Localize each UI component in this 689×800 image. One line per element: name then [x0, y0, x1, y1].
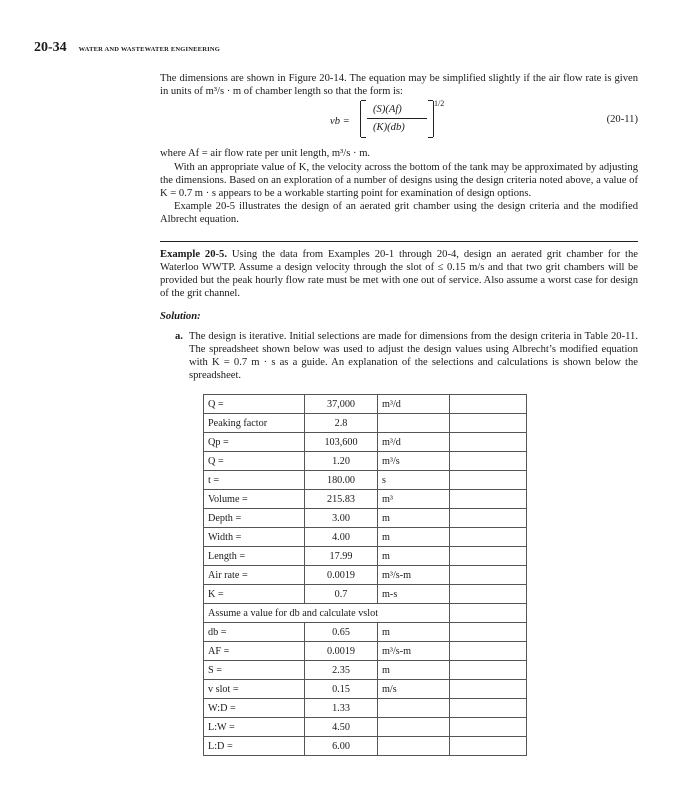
page-header — [34, 40, 220, 56]
table-cell-label: Depth = — [204, 509, 305, 528]
table-cell-value: 215.83 — [305, 490, 378, 509]
table-cell-unit: m — [378, 623, 450, 642]
table-cell-label: Volume = — [204, 490, 305, 509]
intro-paragraph: The dimensions are shown in Figure 20-14. The equation may be simplified slightly if the air flow rate is given in units of m³/s · m of chamber length so that the form is: — [160, 73, 638, 98]
table-cell-blank — [450, 452, 527, 471]
table-cell-value: 0.15 — [305, 680, 378, 699]
table-cell-unit: s — [378, 471, 450, 490]
table-row — [204, 642, 527, 661]
equation-20-11 — [160, 101, 638, 145]
table-row — [204, 661, 527, 680]
table-cell-blank — [450, 718, 527, 737]
table-cell-unit — [378, 737, 450, 756]
table-cell-blank — [450, 528, 527, 547]
table-cell-value: 4.00 — [305, 528, 378, 547]
table-cell-label: Qp = — [204, 433, 305, 452]
table-cell-blank — [450, 471, 527, 490]
example-title: Example 20-5. — [160, 248, 227, 260]
table-row — [204, 680, 527, 699]
table-cell-unit: m³/d — [378, 433, 450, 452]
table-cell-label: Peaking factor — [204, 414, 305, 433]
table-cell-label: S = — [204, 661, 305, 680]
table-cell-label: v slot = — [204, 680, 305, 699]
example-divider — [160, 241, 638, 242]
table-cell-label: Width = — [204, 528, 305, 547]
table-cell-value: 0.65 — [305, 623, 378, 642]
table-cell-unit — [378, 414, 450, 433]
table-row — [204, 699, 527, 718]
table-cell-value: 4.50 — [305, 718, 378, 737]
table-row — [204, 585, 527, 604]
table-row — [204, 471, 527, 490]
assume-note: Assume a value for db and calculate vslot — [204, 604, 450, 623]
table-cell-unit: m — [378, 509, 450, 528]
table-cell-unit: m³/s-m — [378, 642, 450, 661]
table-cell-unit: m-s — [378, 585, 450, 604]
table-cell-value: 2.35 — [305, 661, 378, 680]
table-cell-blank — [450, 414, 527, 433]
table-cell-unit: m³/d — [378, 395, 450, 414]
table-cell-label: db = — [204, 623, 305, 642]
table-cell-unit: m³ — [378, 490, 450, 509]
table-cell-blank — [450, 566, 527, 585]
table-cell-label: Length = — [204, 547, 305, 566]
example-text: Using the data from Examples 20-1 through 20-4, design an aerated grit chamber for the Waterloo WWTP. Assume a design velocity through the slot of ≤ 0.15 m/s and that two grit chambers will be provided but the peak hourly flow rate must be met with one out of service. Also assume a worst case for design of the grit channel. — [160, 248, 638, 300]
table-cell-value: 0.0019 — [305, 642, 378, 661]
equation-exponent: 1/2 — [434, 99, 445, 109]
fraction-bar — [367, 118, 427, 119]
table-cell-value: 1.33 — [305, 699, 378, 718]
equation-numerator: (S)(Af) — [373, 104, 402, 116]
where-clause: where Af = air flow rate per unit length, m³/s · m. — [160, 148, 371, 160]
equation-lhs: vb = — [330, 116, 350, 128]
table-cell-blank — [450, 585, 527, 604]
table-cell-value: 1.20 — [305, 452, 378, 471]
table-cell-unit: m³/s — [378, 452, 450, 471]
table-cell-unit: m³/s-m — [378, 566, 450, 585]
table-row — [204, 490, 527, 509]
table-cell-label: Air rate = — [204, 566, 305, 585]
spreadsheet-table — [203, 394, 527, 756]
table-cell-blank — [450, 680, 527, 699]
table-cell-value: 0.0019 — [305, 566, 378, 585]
table-row — [204, 528, 527, 547]
equation-denominator: (K)(db) — [373, 122, 405, 134]
table-cell-value: 37,000 — [305, 395, 378, 414]
table-cell-value: 17.99 — [305, 547, 378, 566]
table-cell-value: 6.00 — [305, 737, 378, 756]
table-cell-unit: m — [378, 528, 450, 547]
table-cell-blank — [450, 509, 527, 528]
table-cell-blank — [450, 623, 527, 642]
page-number: 20-34 — [34, 40, 67, 55]
example-paragraph — [160, 248, 638, 301]
table-row — [204, 452, 527, 471]
table-row — [204, 623, 527, 642]
table-cell-blank — [450, 699, 527, 718]
table-cell-label: t = — [204, 471, 305, 490]
table-row — [204, 395, 527, 414]
table-cell-value: 3.00 — [305, 509, 378, 528]
page-content — [160, 72, 638, 756]
table-cell-blank — [450, 433, 527, 452]
table-cell-value: 2.8 — [305, 414, 378, 433]
table-cell-label: AF = — [204, 642, 305, 661]
table-cell-label: L:W = — [204, 718, 305, 737]
item-text: The design is iterative. Initial selections are made for dimensions from the design criteria in Table 20-11. The spreadsheet shown below was used to adjust the design values using Albrecht’s modified equation with K = 0.7 m · s as a guide. An explanation of the selections and calculations is shown below the spreadsheet. — [189, 330, 638, 382]
table-cell-label: Q = — [204, 395, 305, 414]
table-row — [204, 566, 527, 585]
table-row — [204, 414, 527, 433]
table-row — [204, 509, 527, 528]
table-row — [204, 433, 527, 452]
running-head: WATER AND WASTEWATER ENGINEERING — [78, 46, 220, 53]
table-cell-unit — [378, 718, 450, 737]
body-paragraph: With an appropriate value of K, the velocity across the bottom of the tank may be approximated by adjusting the dimensions. Based on an exploration of a number of designs using the design criteria noted above, a value of K = 0.7 m · s appears to be a workable starting point for examination of design options. — [160, 161, 638, 200]
table-cell-value: 180.00 — [305, 471, 378, 490]
table-cell-unit: m — [378, 661, 450, 680]
table-cell-label: K = — [204, 585, 305, 604]
table-cell-blank — [450, 642, 527, 661]
table-cell-blank — [450, 604, 527, 623]
equation-bracket — [360, 101, 434, 137]
table-cell-unit — [378, 699, 450, 718]
table-row — [204, 604, 527, 623]
solution-heading: Solution: — [160, 311, 201, 323]
table-cell-label: W:D = — [204, 699, 305, 718]
item-label: a. — [175, 330, 183, 342]
table-cell-blank — [450, 547, 527, 566]
body-paragraph: Example 20-5 illustrates the design of an aerated grit chamber using the design criteria and the modified Albrecht equation. — [160, 201, 638, 226]
solution-item — [175, 330, 638, 383]
table-cell-blank — [450, 490, 527, 509]
table-cell-label: Q = — [204, 452, 305, 471]
table-cell-value: 103,600 — [305, 433, 378, 452]
table-cell-blank — [450, 737, 527, 756]
table-cell-blank — [450, 661, 527, 680]
table-cell-unit: m/s — [378, 680, 450, 699]
table-row — [204, 737, 527, 756]
table-row — [204, 718, 527, 737]
table-cell-blank — [450, 395, 527, 414]
table-cell-value: 0.7 — [305, 585, 378, 604]
table-row — [204, 547, 527, 566]
equation-number: (20-11) — [606, 114, 638, 126]
table-cell-label: L:D = — [204, 737, 305, 756]
table-cell-unit: m — [378, 547, 450, 566]
